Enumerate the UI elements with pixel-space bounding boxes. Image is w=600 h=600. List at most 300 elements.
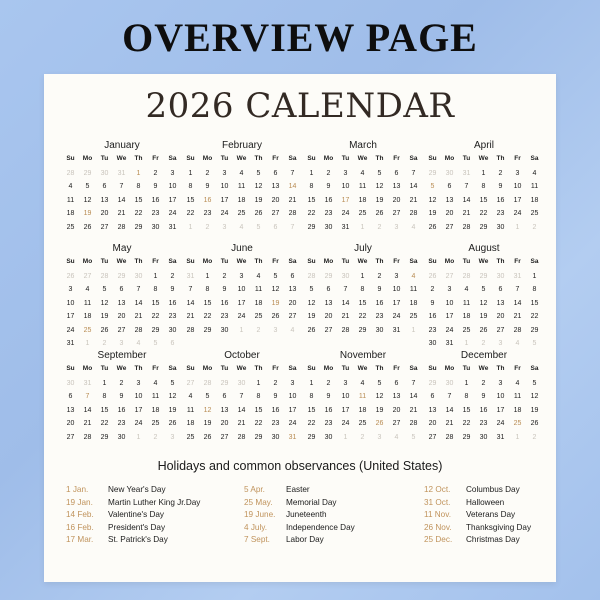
day-cell: 26 (530, 420, 539, 427)
day-cell: 19 (428, 210, 437, 217)
adjacent-month-day-cell: 3 (498, 340, 503, 347)
day-cell: 22 (462, 420, 471, 427)
day-cell: 5 (309, 286, 314, 293)
day-cell: 12 (168, 393, 177, 400)
weekday-label: Sa (409, 258, 418, 265)
day-cell: 2 (326, 379, 331, 387)
day-cell: 16 (271, 406, 280, 414)
adjacent-month-day-cell: 2 (532, 433, 537, 441)
day-cell: 1 (256, 379, 261, 387)
month-day-grid (303, 153, 423, 234)
weekday-label: Tu (341, 155, 350, 162)
adjacent-month-day-cell: 5 (411, 433, 416, 441)
holiday-day-cell: 11 (358, 393, 367, 400)
day-cell: 13 (271, 183, 280, 190)
holiday-name: Valentine's Day (108, 510, 165, 520)
day-cell: 6 (119, 286, 124, 293)
weekday-label: Su (66, 258, 75, 265)
day-cell: 30 (151, 223, 160, 231)
month-name: May (112, 243, 132, 254)
day-cell: 14 (134, 299, 143, 307)
weekday-label: We (236, 155, 247, 162)
holiday-name: Memorial Day (286, 497, 337, 507)
weekday-label: Th (254, 258, 263, 265)
weekday-label: Fr (393, 258, 400, 265)
day-cell: 7 (119, 183, 124, 190)
day-cell: 19 (168, 406, 177, 414)
day-cell: 28 (83, 433, 92, 441)
day-cell: 6 (326, 286, 331, 293)
day-cell: 26 (479, 326, 488, 334)
day-cell: 2 (430, 286, 435, 293)
day-cell: 13 (496, 299, 505, 307)
weekday-label: Mo (323, 365, 334, 372)
adjacent-month-day-cell: 1 (515, 223, 520, 231)
weekday-label: Fr (272, 155, 279, 162)
adjacent-month-day-cell: 4 (290, 326, 295, 334)
holiday-date: 19 June. (244, 510, 276, 520)
adjacent-month-day-cell: 30 (134, 272, 143, 280)
weekday-label: Su (307, 258, 316, 265)
weekday-label: Mo (444, 258, 455, 265)
day-cell: 26 (375, 210, 384, 217)
day-cell: 24 (220, 210, 229, 217)
day-cell: 23 (428, 326, 437, 334)
day-cell: 18 (513, 406, 522, 414)
holiday-row (66, 534, 226, 547)
day-cell: 3 (290, 379, 295, 387)
day-cell: 18 (358, 406, 367, 414)
day-cell: 26 (203, 433, 212, 441)
adjacent-month-day-cell: 2 (153, 433, 158, 441)
adjacent-month-day-cell: 27 (445, 272, 454, 280)
day-cell: 27 (392, 420, 401, 427)
day-cell: 4 (360, 169, 365, 177)
holiday-date: 7 Sept. (244, 535, 270, 545)
day-cell: 27 (428, 433, 437, 441)
weekday-label: Sa (288, 155, 297, 162)
day-cell: 15 (479, 196, 488, 204)
day-cell: 24 (392, 313, 401, 320)
day-cell: 30 (117, 433, 126, 441)
day-cell: 25 (409, 313, 418, 320)
day-cell: 25 (151, 420, 160, 427)
day-cell: 25 (254, 313, 263, 320)
day-cell: 24 (445, 326, 454, 334)
adjacent-month-day-cell: 28 (462, 272, 471, 280)
day-cell: 28 (445, 433, 454, 441)
holiday-day-cell: 19 (271, 299, 280, 307)
day-cell: 16 (117, 406, 126, 414)
holiday-column (244, 484, 404, 547)
holiday-day-cell: 17 (341, 196, 350, 204)
adjacent-month-day-cell: 1 (360, 223, 365, 231)
month-name: September (97, 350, 147, 361)
day-cell: 18 (66, 210, 75, 217)
day-cell: 28 (462, 223, 471, 231)
day-cell: 15 (151, 299, 160, 307)
day-cell: 11 (513, 393, 522, 400)
day-cell: 29 (254, 433, 263, 441)
day-cell: 15 (462, 406, 471, 414)
day-cell: 21 (341, 313, 350, 320)
weekday-label: Mo (202, 155, 213, 162)
day-cell: 11 (409, 286, 418, 293)
weekday-label: Mo (444, 365, 455, 372)
holiday-row (424, 509, 584, 522)
day-cell: 7 (464, 183, 469, 190)
day-cell: 21 (134, 313, 143, 320)
day-cell: 22 (100, 420, 109, 427)
weekday-label: We (357, 258, 368, 265)
day-cell: 27 (496, 326, 505, 334)
day-cell: 28 (409, 210, 418, 217)
holiday-column (66, 484, 226, 547)
weekday-label: Mo (202, 365, 213, 372)
weekday-label: Su (66, 365, 75, 372)
month-august (424, 242, 544, 351)
day-cell: 6 (498, 286, 503, 293)
weekday-label: Fr (272, 258, 279, 265)
adjacent-month-day-cell: 1 (136, 433, 141, 441)
day-cell: 10 (445, 299, 454, 307)
adjacent-month-day-cell: 27 (83, 272, 92, 280)
holiday-row (244, 522, 404, 535)
day-cell: 24 (168, 210, 177, 217)
day-cell: 20 (220, 420, 229, 427)
month-name: January (104, 140, 140, 151)
day-cell: 30 (220, 326, 229, 334)
day-cell: 10 (392, 286, 401, 293)
month-name: October (224, 350, 260, 361)
day-cell: 1 (532, 272, 537, 280)
adjacent-month-day-cell: 27 (186, 379, 195, 387)
month-name: March (349, 140, 377, 151)
month-day-grid (424, 363, 544, 444)
day-cell: 2 (498, 169, 503, 177)
holiday-row (244, 484, 404, 497)
holiday-day-cell: 19 (83, 210, 92, 217)
day-cell: 27 (445, 223, 454, 231)
day-cell: 12 (479, 299, 488, 307)
month-day-grid (62, 363, 182, 444)
weekday-label: Th (496, 258, 505, 265)
month-name: July (354, 243, 372, 254)
day-cell: 10 (66, 299, 75, 307)
day-cell: 1 (464, 379, 469, 387)
holiday-date: 5 Apr. (244, 485, 265, 494)
day-cell: 17 (288, 406, 297, 414)
weekday-label: Tu (462, 365, 471, 372)
weekday-label: Su (307, 365, 316, 372)
day-cell: 3 (447, 286, 452, 293)
adjacent-month-day-cell: 28 (203, 379, 212, 387)
day-cell: 30 (375, 326, 384, 334)
month-day-grid (182, 363, 302, 444)
holiday-date: 26 Nov. (424, 522, 452, 532)
day-cell: 10 (513, 183, 522, 190)
day-cell: 25 (358, 210, 367, 217)
weekday-label: We (116, 258, 127, 265)
day-cell: 2 (326, 169, 331, 177)
day-cell: 26 (168, 420, 177, 427)
day-cell: 6 (290, 272, 295, 280)
weekday-label: Th (254, 365, 263, 372)
day-cell: 10 (237, 286, 246, 293)
weekday-label: We (236, 258, 247, 265)
weekday-label: Sa (168, 258, 177, 265)
day-cell: 14 (117, 196, 126, 204)
day-cell: 1 (309, 169, 314, 177)
day-cell: 13 (117, 299, 126, 307)
day-cell: 13 (66, 406, 75, 414)
holiday-name: Halloween (466, 497, 505, 507)
day-cell: 28 (117, 223, 126, 231)
day-cell: 21 (409, 406, 418, 414)
day-cell: 15 (307, 196, 316, 204)
weekday-label: Mo (202, 258, 213, 265)
day-cell: 18 (358, 196, 367, 204)
day-cell: 24 (496, 420, 505, 427)
holiday-day-cell: 25 (83, 326, 92, 334)
day-cell: 9 (205, 183, 210, 190)
day-cell: 13 (392, 183, 401, 190)
day-cell: 9 (170, 286, 175, 293)
holiday-column (424, 484, 584, 547)
day-cell: 17 (66, 313, 75, 320)
day-cell: 29 (462, 433, 471, 441)
adjacent-month-day-cell: 6 (273, 223, 278, 231)
day-cell: 26 (254, 210, 263, 217)
day-cell: 5 (481, 286, 486, 293)
holiday-date: 12 Oct. (424, 485, 451, 494)
day-cell: 22 (134, 210, 143, 217)
weekday-label: Sa (168, 365, 177, 372)
adjacent-month-day-cell: 3 (222, 223, 227, 231)
adjacent-month-day-cell: 3 (273, 326, 278, 334)
adjacent-month-day-cell: 30 (445, 379, 454, 387)
weekday-label: We (478, 258, 489, 265)
adjacent-month-day-cell: 31 (186, 272, 195, 280)
weekday-label: We (357, 365, 368, 372)
holiday-day-cell: 31 (288, 433, 297, 441)
day-cell: 11 (530, 183, 539, 190)
holiday-day-cell: 25 (513, 420, 522, 427)
weekday-label: Tu (100, 365, 109, 372)
day-cell: 22 (186, 210, 195, 217)
holiday-name: President's Day (108, 522, 166, 532)
holiday-name: Juneteenth (286, 510, 327, 520)
holiday-date: 31 Oct. (424, 497, 451, 507)
month-may (62, 242, 182, 351)
day-cell: 22 (307, 420, 316, 427)
adjacent-month-day-cell: 29 (324, 272, 333, 280)
day-cell: 7 (515, 286, 520, 293)
day-cell: 29 (203, 326, 212, 334)
day-cell: 14 (341, 299, 350, 307)
holiday-row (244, 497, 404, 510)
weekday-label: Sa (288, 258, 297, 265)
day-cell: 16 (428, 313, 437, 320)
day-cell: 4 (188, 393, 193, 400)
day-cell: 16 (324, 196, 333, 204)
day-cell: 8 (309, 393, 314, 400)
holiday-date: 14 Feb. (66, 510, 94, 520)
adjacent-month-day-cell: 30 (496, 272, 505, 280)
day-cell: 23 (117, 420, 126, 427)
weekday-label: Fr (152, 258, 159, 265)
day-cell: 8 (360, 286, 365, 293)
day-cell: 7 (411, 379, 416, 387)
day-cell: 22 (479, 210, 488, 217)
day-cell: 1 (360, 272, 365, 280)
day-cell: 20 (324, 313, 333, 320)
day-cell: 6 (447, 183, 452, 190)
weekday-label: Mo (82, 258, 93, 265)
weekday-label: Tu (220, 365, 229, 372)
day-cell: 23 (479, 420, 488, 427)
adjacent-month-day-cell: 1 (188, 223, 193, 231)
day-cell: 5 (377, 379, 382, 387)
weekday-label: Tu (100, 155, 109, 162)
day-cell: 24 (341, 210, 350, 217)
day-cell: 24 (513, 210, 522, 217)
holiday-name: Christmas Day (466, 535, 520, 545)
day-cell: 23 (324, 210, 333, 217)
day-cell: 21 (462, 210, 471, 217)
holiday-date: 4 July. (244, 522, 268, 532)
day-cell: 16 (168, 299, 177, 307)
day-cell: 2 (205, 169, 210, 177)
weekday-label: Fr (514, 155, 521, 162)
holiday-name: New Year's Day (108, 485, 166, 494)
day-cell: 14 (186, 299, 195, 307)
day-cell: 2 (153, 169, 158, 177)
day-cell: 18 (186, 420, 195, 427)
day-cell: 2 (222, 272, 227, 280)
adjacent-month-day-cell: 30 (445, 169, 454, 177)
day-cell: 5 (85, 183, 90, 190)
adjacent-month-day-cell: 31 (513, 272, 522, 280)
day-cell: 21 (288, 196, 297, 204)
day-cell: 19 (100, 313, 109, 320)
day-cell: 14 (513, 299, 522, 307)
weekday-label: Mo (82, 155, 93, 162)
day-cell: 7 (188, 286, 193, 293)
adjacent-month-day-cell: 28 (66, 169, 75, 177)
day-cell: 3 (170, 169, 175, 177)
holiday-row (424, 522, 584, 535)
day-cell: 26 (428, 223, 437, 231)
month-name: August (468, 243, 500, 254)
weekday-label: Sa (530, 155, 539, 162)
day-cell: 15 (358, 299, 367, 307)
day-cell: 30 (271, 433, 280, 441)
adjacent-month-day-cell: 1 (464, 340, 469, 347)
holiday-day-cell: 26 (375, 420, 384, 427)
day-cell: 26 (271, 313, 280, 320)
day-cell: 25 (530, 210, 539, 217)
holiday-row (66, 484, 226, 497)
month-november (303, 349, 423, 444)
weekday-label: Th (134, 365, 143, 372)
day-cell: 18 (409, 299, 418, 307)
holiday-day-cell: 4 (411, 272, 416, 280)
holiday-row (66, 509, 226, 522)
calendar-title: 2026 CALENDAR (145, 86, 455, 126)
day-cell: 17 (168, 196, 177, 204)
month-name: June (231, 243, 253, 254)
weekday-label: Th (496, 155, 505, 162)
day-cell: 22 (151, 313, 160, 320)
holiday-date: 1 Jan. (66, 485, 89, 494)
adjacent-month-day-cell: 2 (532, 223, 537, 231)
day-cell: 19 (254, 196, 263, 204)
day-cell: 15 (530, 299, 539, 307)
day-cell: 14 (462, 196, 471, 204)
month-day-grid (62, 256, 182, 351)
day-cell: 9 (481, 393, 486, 400)
day-cell: 23 (168, 313, 177, 320)
day-cell: 2 (119, 379, 124, 387)
weekday-label: Th (375, 155, 384, 162)
weekday-label: We (236, 365, 247, 372)
day-cell: 17 (134, 406, 143, 414)
adjacent-month-day-cell: 30 (100, 169, 109, 177)
adjacent-month-day-cell: 1 (239, 326, 244, 334)
day-cell: 8 (309, 183, 314, 190)
day-cell: 31 (341, 223, 350, 231)
adjacent-month-day-cell: 30 (341, 272, 350, 280)
day-cell: 12 (83, 196, 92, 204)
day-cell: 17 (392, 299, 401, 307)
day-cell: 1 (153, 272, 158, 280)
weekday-label: Th (134, 155, 143, 162)
day-cell: 9 (273, 393, 278, 400)
day-cell: 7 (136, 286, 141, 293)
day-cell: 19 (530, 406, 539, 414)
holiday-day-cell: 5 (430, 183, 435, 190)
weekday-label: Sa (288, 365, 297, 372)
day-cell: 11 (237, 183, 246, 190)
adjacent-month-day-cell: 4 (411, 223, 416, 231)
day-cell: 17 (496, 406, 505, 414)
day-cell: 2 (170, 272, 175, 280)
day-cell: 29 (307, 223, 316, 231)
day-cell: 31 (445, 340, 454, 347)
day-cell: 11 (186, 406, 195, 414)
adjacent-month-day-cell: 30 (237, 379, 246, 387)
holiday-row (244, 509, 404, 522)
day-cell: 18 (237, 196, 246, 204)
adjacent-month-day-cell: 26 (66, 272, 75, 280)
day-cell: 11 (83, 299, 92, 307)
day-cell: 16 (479, 406, 488, 414)
day-cell: 23 (375, 313, 384, 320)
day-cell: 30 (168, 326, 177, 334)
holiday-day-cell: 14 (288, 183, 297, 190)
adjacent-month-day-cell: 2 (481, 340, 486, 347)
weekday-label: Tu (341, 258, 350, 265)
day-cell: 16 (151, 196, 160, 204)
day-cell: 11 (462, 299, 471, 307)
adjacent-month-day-cell: 3 (394, 223, 399, 231)
day-cell: 9 (326, 393, 331, 400)
holiday-date: 17 Mar. (66, 535, 94, 545)
weekday-label: Fr (393, 155, 400, 162)
weekday-label: Su (428, 365, 437, 372)
adjacent-month-day-cell: 3 (377, 433, 382, 441)
